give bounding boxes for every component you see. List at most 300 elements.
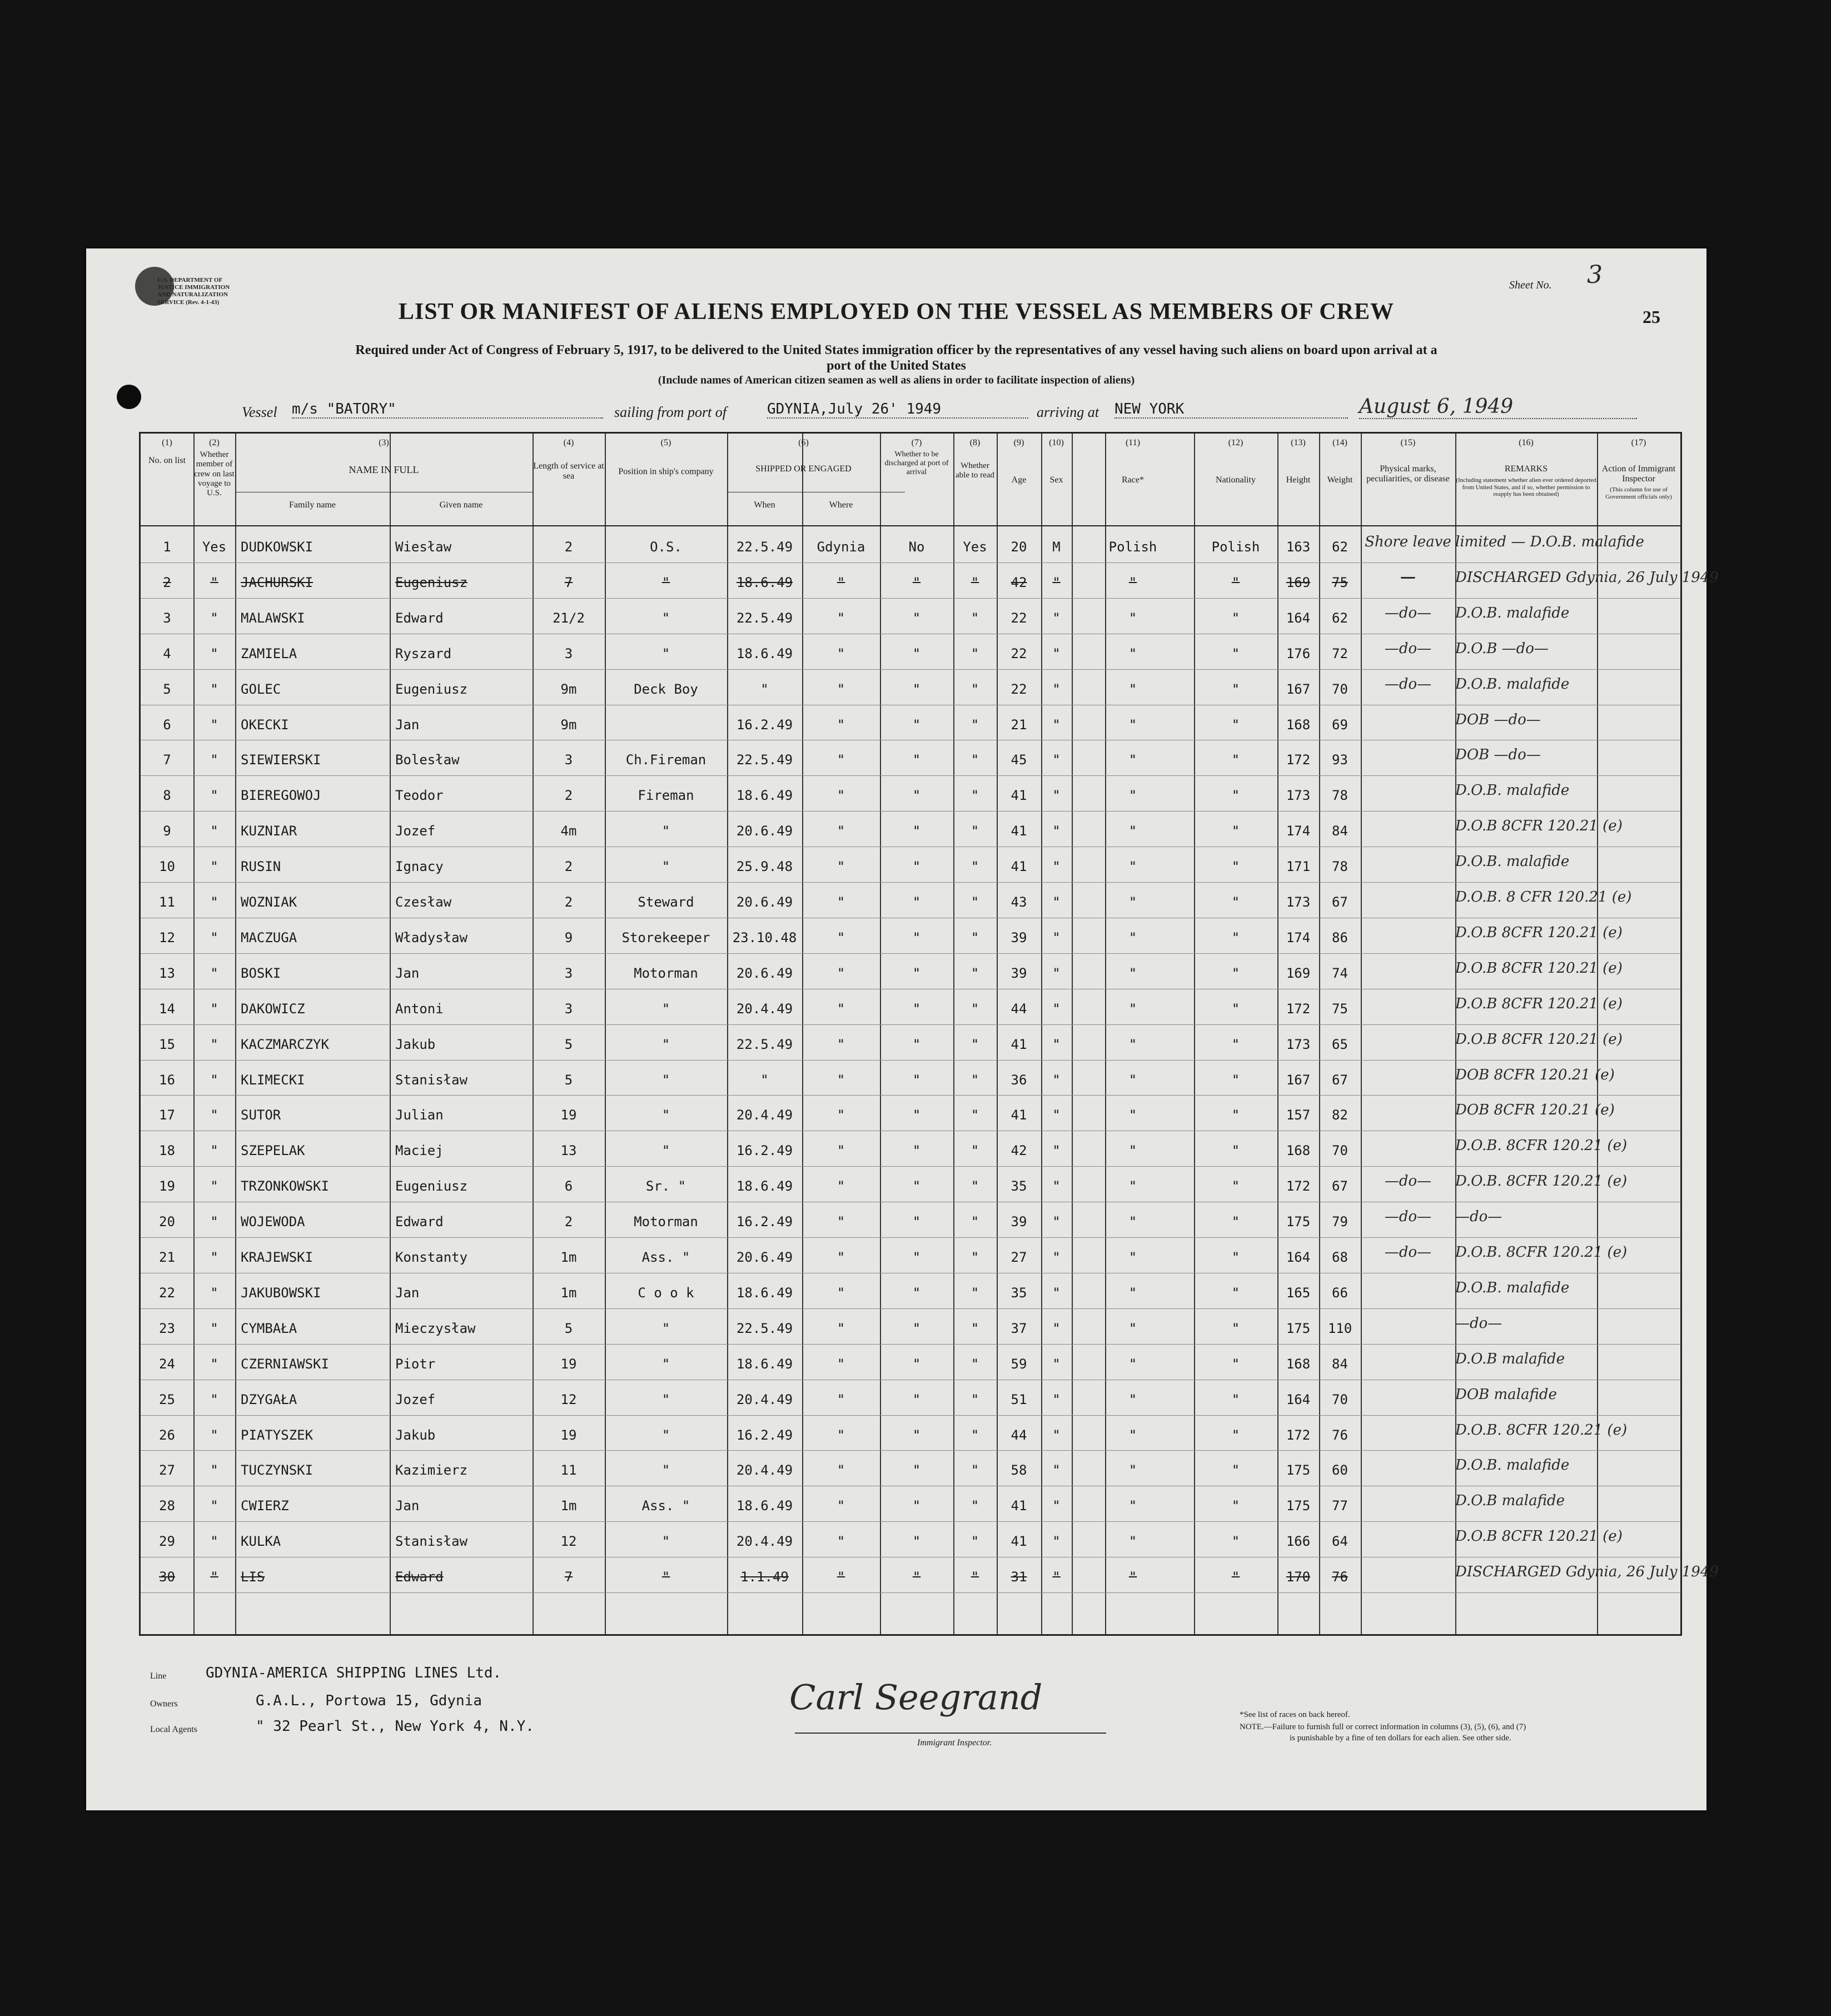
cell-remarks: D.O.B. malafide	[1455, 604, 1570, 621]
cell-remarks: D.O.B 8CFR 120.21 (e)	[1455, 1528, 1623, 1545]
table-row	[141, 598, 1680, 634]
manifest-sheet	[86, 248, 1719, 1810]
cell-given: Jakub	[395, 1427, 436, 1443]
cell-read: "	[971, 1000, 979, 1017]
cell-prev: "	[210, 1569, 218, 1585]
cell-position: Motorman	[634, 965, 698, 981]
cell-position: O.S.	[650, 539, 682, 555]
cell-race: "	[1128, 1498, 1137, 1514]
cell-service: 12	[560, 1534, 577, 1550]
cell-read: "	[971, 1072, 979, 1088]
cell-when: 16.2.49	[736, 1214, 793, 1230]
cell-read: "	[971, 929, 979, 945]
cell-read: "	[971, 681, 979, 697]
cell-race: "	[1128, 1356, 1137, 1372]
header-rule	[141, 525, 1680, 526]
cell-position: Ass. "	[641, 1498, 690, 1514]
table-row	[141, 563, 1719, 598]
cell-where: "	[837, 1036, 845, 1052]
cell-read: "	[971, 574, 979, 590]
cell-when: 22.5.49	[736, 1320, 793, 1336]
cell-age: 20	[1011, 539, 1027, 555]
cell-nat: "	[1231, 1000, 1240, 1017]
cell-nat: "	[1231, 752, 1240, 768]
cell-service: 9m	[560, 681, 577, 697]
cell-service: 5	[564, 1320, 573, 1336]
cell-weight: 67	[1332, 894, 1348, 910]
cell-sex: "	[1052, 859, 1061, 875]
cell-where: "	[837, 1534, 845, 1550]
cell-race: "	[1128, 574, 1137, 590]
cell-family: MACZUGA	[241, 929, 297, 945]
cell-sex: "	[1052, 1072, 1061, 1088]
cell-where: "	[837, 1569, 845, 1585]
table-row	[141, 527, 1680, 563]
cell-age: 22	[1011, 681, 1027, 697]
cell-where: "	[837, 1462, 845, 1479]
column-header: (6)	[798, 438, 809, 447]
column-header: (12)	[1228, 438, 1243, 447]
cell-prev: "	[210, 965, 218, 981]
cell-service: 5	[564, 1072, 573, 1088]
table-row	[141, 1380, 1680, 1415]
cell-disch: "	[912, 1462, 921, 1479]
cell-where: Gdynia	[817, 539, 865, 555]
arrival-date: August 6, 1949	[1359, 395, 1637, 419]
cell-family: RUSIN	[241, 859, 281, 875]
cell-given: Kazimierz	[395, 1462, 468, 1479]
sailing-label: sailing from port of	[614, 404, 727, 420]
cell-when: 22.5.49	[736, 1036, 793, 1052]
cell-service: 6	[564, 1178, 573, 1194]
table-row	[141, 847, 1680, 882]
table-row	[141, 1166, 1680, 1202]
cell-weight: 68	[1332, 1250, 1348, 1265]
cell-n: 30	[159, 1569, 175, 1585]
cell-weight: 67	[1332, 1072, 1348, 1088]
cell-given: Julian	[395, 1107, 444, 1123]
cell-read: "	[971, 1356, 979, 1372]
cell-prev: "	[210, 610, 218, 626]
cell-disch: "	[912, 894, 921, 910]
column-header: (8)	[969, 438, 981, 447]
cell-where: "	[837, 1214, 845, 1230]
cell-weight: 84	[1332, 823, 1348, 839]
cell-disch: "	[912, 681, 921, 697]
cell-where: "	[837, 681, 845, 697]
cell-sex: "	[1052, 610, 1061, 626]
cell-age: 41	[1011, 859, 1027, 875]
cell-disch: "	[912, 645, 921, 661]
cell-read: "	[971, 1391, 979, 1407]
cell-weight: 84	[1332, 1356, 1348, 1372]
cell-n: 29	[159, 1534, 175, 1550]
cell-n: 17	[159, 1107, 175, 1123]
cell-age: 45	[1011, 752, 1027, 768]
column-header: Position in ship's company	[618, 467, 714, 476]
cell-where: "	[837, 1107, 845, 1123]
cell-age: 22	[1011, 610, 1027, 626]
cell-position: C o o k	[638, 1285, 694, 1301]
table-row	[141, 1060, 1680, 1096]
cell-n: 20	[159, 1214, 175, 1230]
column-header: (17)	[1631, 438, 1646, 447]
cell-sex: "	[1052, 681, 1061, 697]
signature-line	[795, 1733, 1106, 1734]
cell-weight: 70	[1332, 681, 1348, 697]
table-row	[141, 1131, 1680, 1166]
cell-nat: "	[1231, 1462, 1240, 1479]
cell-sex: "	[1052, 1391, 1061, 1407]
cell-race: "	[1128, 610, 1137, 626]
cell-marks: —do—	[1384, 640, 1432, 657]
cell-height: 166	[1286, 1534, 1311, 1550]
cell-where: "	[837, 1000, 845, 1017]
cell-given: Jan	[395, 965, 420, 981]
cell-when: 20.4.49	[736, 1107, 793, 1123]
cell-weight: 64	[1332, 1534, 1348, 1550]
cell-when: 23.10.48	[732, 929, 797, 945]
cell-prev: "	[210, 1214, 218, 1230]
cell-height: 168	[1286, 1356, 1311, 1372]
cell-age: 41	[1011, 1107, 1027, 1123]
cell-where: "	[837, 1498, 845, 1514]
column-header: (2)	[209, 438, 220, 447]
cell-position: Motorman	[634, 1214, 698, 1230]
cell-given: Eugeniusz	[395, 574, 468, 590]
cell-age: 58	[1011, 1462, 1027, 1479]
cell-prev: "	[210, 929, 218, 945]
cell-nat: "	[1231, 1498, 1240, 1514]
cell-race: "	[1128, 894, 1137, 910]
cell-marks: —do—	[1384, 1244, 1432, 1261]
cell-remarks: D.O.B 8CFR 120.21 (e)	[1455, 959, 1623, 977]
cell-service: 19	[560, 1356, 577, 1372]
table-row	[141, 1273, 1680, 1308]
column-header: Age	[1011, 475, 1027, 485]
cell-nat: "	[1231, 894, 1240, 910]
cell-given: Mieczysław	[395, 1320, 476, 1336]
cell-where: "	[837, 645, 845, 661]
arriving-label: arriving at	[1037, 404, 1099, 420]
cell-height: 172	[1286, 1427, 1311, 1443]
column-header: (3)	[379, 438, 389, 447]
cell-family: ZAMIELA	[241, 645, 297, 661]
column-header: REMARKS	[1504, 464, 1548, 474]
cell-nat: "	[1231, 716, 1240, 733]
table-row	[141, 1024, 1680, 1060]
cell-n: 27	[159, 1462, 175, 1479]
cell-family: TUCZYNSKI	[241, 1462, 314, 1479]
cell-prev: "	[210, 1356, 218, 1372]
table-row	[141, 882, 1680, 918]
column-header: Whether to be discharged at port of arrival	[884, 450, 949, 477]
cell-family: CWIERZ	[241, 1498, 289, 1514]
cell-age: 41	[1011, 1534, 1027, 1550]
cell-when: 18.6.49	[736, 1498, 793, 1514]
cell-where: "	[837, 894, 845, 910]
cell-disch: "	[912, 1000, 921, 1017]
cell-remarks: DISCHARGED Gdynia, 26 July 1949	[1455, 1564, 1719, 1581]
cell-read: "	[971, 965, 979, 981]
column-header: SHIPPED OR ENGAGED	[755, 464, 852, 474]
cell-age: 36	[1011, 1072, 1027, 1088]
page-title: LIST OR MANIFEST OF ALIENS EMPLOYED ON THE VESSEL AS MEMBERS OF CREW	[398, 299, 1395, 325]
cell-position: "	[661, 610, 670, 626]
column-header: Physical marks, peculiarities, or disease	[1366, 464, 1450, 484]
cell-family: KACZMARCZYK	[241, 1036, 329, 1052]
cell-when: 20.6.49	[736, 823, 793, 839]
cell-age: 44	[1011, 1000, 1027, 1017]
cell-position: "	[661, 1143, 670, 1159]
cell-race: "	[1128, 1072, 1137, 1088]
cell-when: 18.6.49	[736, 645, 793, 661]
cell-height: 175	[1286, 1498, 1311, 1514]
cell-height: 176	[1286, 645, 1311, 661]
column-header: Length of service at sea	[533, 461, 604, 481]
cell-prev: "	[210, 1462, 218, 1479]
cell-position: Ass. "	[641, 1250, 690, 1265]
cell-age: 43	[1011, 894, 1027, 910]
column-header: Family name	[289, 500, 336, 510]
table-row	[141, 1521, 1680, 1557]
cell-race: "	[1128, 1107, 1137, 1123]
cell-prev: "	[210, 894, 218, 910]
cell-height: 169	[1286, 965, 1311, 981]
cell-position: "	[661, 645, 670, 661]
column-header: No. on list	[148, 456, 186, 465]
cell-when: 22.5.49	[736, 752, 793, 768]
requirement-line-3: (Include names of American citizen seamen as well as aliens in order to facilitate inspection of aliens)	[658, 374, 1135, 386]
cell-position: "	[661, 1072, 670, 1088]
column-header: (11)	[1125, 438, 1141, 447]
cell-read: "	[971, 1320, 979, 1336]
cell-disch: "	[912, 929, 921, 945]
cell-height: 167	[1286, 1072, 1311, 1088]
column-header: (Including statement whether alien ever ordered deported from United States, and if so, whether permission to reapply has been obtained)	[1456, 477, 1596, 498]
cell-disch: "	[912, 788, 921, 804]
cell-nat: "	[1231, 1356, 1240, 1372]
column-header: Whether member of crew on last voyage to U.S.	[194, 450, 235, 497]
cell-when: 18.6.49	[736, 1356, 793, 1372]
cell-prev: "	[210, 1178, 218, 1194]
cell-weight: 69	[1332, 716, 1348, 733]
vessel-label: Vessel	[242, 404, 277, 420]
cell-disch: "	[912, 1391, 921, 1407]
cell-when: 20.6.49	[736, 1250, 793, 1265]
cell-when: 20.4.49	[736, 1391, 793, 1407]
cell-n: 23	[159, 1320, 175, 1336]
cell-where: "	[837, 929, 845, 945]
table-row	[141, 1486, 1680, 1521]
cell-family: KUZNIAR	[241, 823, 297, 839]
cell-age: 39	[1011, 1214, 1027, 1230]
cell-n: 21	[159, 1250, 175, 1265]
cell-remarks: DOB 8CFR 120.21 (e)	[1455, 1102, 1615, 1119]
cell-race: "	[1128, 716, 1137, 733]
cell-family: OKECKI	[241, 716, 289, 733]
cell-age: 41	[1011, 1498, 1027, 1514]
column-header: (7)	[911, 438, 922, 447]
column-header: Whether able to read	[956, 461, 994, 480]
cell-read: "	[971, 610, 979, 626]
table-row	[141, 918, 1680, 953]
agents-label: Local Agents	[150, 1725, 197, 1734]
cell-sex: "	[1052, 894, 1061, 910]
cell-position: "	[661, 1356, 670, 1372]
cell-sex: "	[1052, 1498, 1061, 1514]
cell-race: "	[1128, 859, 1137, 875]
cell-marks: Shore leave	[1365, 534, 1451, 550]
cell-family: GOLEC	[241, 681, 281, 697]
cell-prev: "	[210, 1498, 218, 1514]
owners: G.A.L., Portowa 15, Gdynia	[256, 1693, 482, 1709]
cell-given: Edward	[395, 1569, 444, 1585]
cell-race: "	[1128, 1178, 1137, 1194]
cell-nat: Polish	[1211, 539, 1260, 555]
cell-weight: 82	[1332, 1107, 1348, 1123]
cell-remarks: D.O.B. 8 CFR 120.21 (e)	[1455, 889, 1632, 905]
cell-nat: "	[1231, 681, 1240, 697]
requirement-line-1: Required under Act of Congress of February 5, 1917, to be delivered to the United States immigration officer by the representatives of any vessel having such aliens on board upon arrival at a	[355, 343, 1437, 357]
table-row	[141, 989, 1680, 1024]
cell-n: 3	[163, 610, 171, 626]
cell-service: 12	[560, 1391, 577, 1407]
cell-weight: 75	[1332, 1000, 1348, 1017]
table-row	[141, 669, 1680, 705]
cell-where: "	[837, 752, 845, 768]
cell-service: 9	[564, 929, 573, 945]
cell-age: 31	[1011, 1569, 1027, 1585]
cell-when: 16.2.49	[736, 716, 793, 733]
cell-prev: Yes	[202, 539, 227, 555]
cell-disch: "	[912, 1498, 921, 1514]
cell-remarks: DOB malafide	[1455, 1386, 1557, 1403]
cell-family: BOSKI	[241, 965, 281, 981]
shipping-line: GDYNIA-AMERICA SHIPPING LINES Ltd.	[206, 1665, 502, 1681]
cell-when: 18.6.49	[736, 574, 793, 590]
table-row	[141, 775, 1680, 811]
cell-prev: "	[210, 716, 218, 733]
crew-table	[139, 432, 1719, 1636]
cell-weight: 76	[1332, 1427, 1348, 1443]
cell-remarks: —do—	[1455, 1208, 1502, 1226]
owners-label: Owners	[150, 1699, 178, 1709]
cell-read: Yes	[963, 539, 987, 555]
cell-read: "	[971, 1427, 979, 1443]
cell-read: "	[971, 894, 979, 910]
cell-service: 3	[564, 645, 573, 661]
cell-given: Eugeniusz	[395, 681, 468, 697]
cell-service: 3	[564, 965, 573, 981]
cell-given: Jakub	[395, 1036, 436, 1052]
cell-family: PIATYSZEK	[241, 1427, 314, 1443]
cell-prev: "	[210, 1285, 218, 1301]
cell-family: DUDKOWSKI	[241, 539, 314, 555]
cell-service: 2	[564, 1214, 573, 1230]
cell-n: 1	[163, 539, 171, 555]
cell-read: "	[971, 752, 979, 768]
cell-when: 18.6.49	[736, 1178, 793, 1194]
column-header: (9)	[1013, 438, 1024, 447]
cell-age: 39	[1011, 929, 1027, 945]
cell-where: "	[837, 1285, 845, 1301]
table-row	[141, 1344, 1680, 1380]
cell-prev: "	[210, 859, 218, 875]
cell-race: "	[1128, 965, 1137, 981]
cell-height: 174	[1286, 823, 1311, 839]
cell-sex: "	[1052, 1250, 1061, 1265]
cell-position: Deck Boy	[634, 681, 698, 697]
table-row	[141, 1308, 1680, 1344]
cell-weight: 62	[1332, 610, 1348, 626]
cell-weight: 67	[1332, 1178, 1348, 1194]
cell-race: "	[1128, 1391, 1137, 1407]
cell-service: 21/2	[553, 610, 585, 626]
cell-nat: "	[1231, 1214, 1240, 1230]
column-header: Where	[829, 500, 853, 510]
cell-where: "	[837, 716, 845, 733]
cell-disch: "	[912, 1285, 921, 1301]
cell-race: Polish	[1108, 539, 1157, 555]
line-label: Line	[150, 1671, 167, 1681]
cell-nat: "	[1231, 859, 1240, 875]
cell-disch: "	[912, 1036, 921, 1052]
cell-remarks: D.O.B. malafide	[1455, 1279, 1570, 1296]
cell-family: JAKUBOWSKI	[241, 1285, 321, 1301]
cell-read: "	[971, 1214, 979, 1230]
cell-race: "	[1128, 752, 1137, 768]
cell-height: 168	[1286, 1143, 1311, 1159]
column-header: (14)	[1332, 438, 1347, 447]
cell-given: Eugeniusz	[395, 1178, 468, 1194]
cell-position: "	[661, 859, 670, 875]
column-header: (1)	[162, 438, 172, 447]
column-header: Nationality	[1216, 475, 1256, 485]
cell-where: "	[837, 1356, 845, 1372]
cell-family: MALAWSKI	[241, 610, 305, 626]
column-header: (16)	[1519, 438, 1534, 447]
cell-prev: "	[210, 645, 218, 661]
cell-service: 1m	[560, 1498, 577, 1514]
cell-service: 11	[560, 1462, 577, 1479]
cell-read: "	[971, 1462, 979, 1479]
cell-nat: "	[1231, 1285, 1240, 1301]
table-row	[141, 740, 1680, 775]
cell-weight: 93	[1332, 752, 1348, 768]
cell-position: Steward	[638, 894, 694, 910]
cell-prev: "	[210, 1036, 218, 1052]
cell-position: "	[661, 1569, 670, 1585]
cell-given: Wiesław	[395, 539, 452, 555]
cell-remarks: DISCHARGED Gdynia, 26 July 1949	[1455, 569, 1719, 586]
cell-disch: "	[912, 965, 921, 981]
cell-where: "	[837, 1250, 845, 1265]
cell-height: 174	[1286, 929, 1311, 945]
cell-disch: "	[912, 610, 921, 626]
cell-when: "	[760, 681, 769, 697]
cell-age: 41	[1011, 823, 1027, 839]
cell-where: "	[837, 574, 845, 590]
table-row	[141, 811, 1680, 847]
column-header: (This column for use of Government officials only)	[1605, 486, 1672, 500]
cell-disch: "	[912, 1178, 921, 1194]
punch-hole	[117, 385, 141, 409]
cell-remarks: DOB —do—	[1455, 746, 1541, 764]
cell-nat: "	[1231, 1320, 1240, 1336]
cell-family: WOZNIAK	[241, 894, 297, 910]
cell-read: "	[971, 716, 979, 733]
